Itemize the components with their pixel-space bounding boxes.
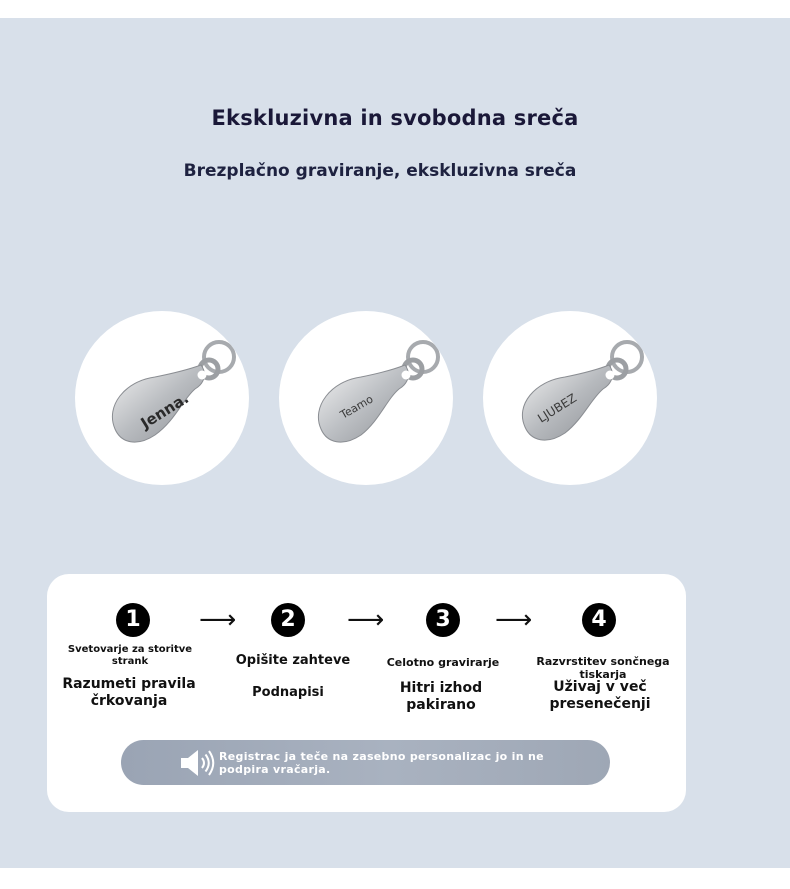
step-number-1: 1 bbox=[116, 603, 150, 637]
arrow-icon: ⟶ bbox=[495, 605, 533, 635]
page-subtitle: Brezplačno graviranje, ekskluzivna sreča bbox=[183, 161, 577, 181]
step-title-3: Hitri izhod pakirano bbox=[399, 680, 483, 713]
step-caption-2: Opišite zahteve bbox=[235, 653, 351, 668]
engraving-text: LJUBEZ bbox=[535, 390, 580, 426]
pendant-image-teamo bbox=[279, 311, 453, 485]
step-title-4: Uživaj v več presenečenji bbox=[549, 679, 651, 712]
pendant-image-jenna bbox=[75, 311, 249, 485]
speaker-icon bbox=[179, 747, 217, 779]
arrow-icon: ⟶ bbox=[199, 605, 237, 635]
page-title: Ekskluzivna in svobodna sreča bbox=[211, 106, 579, 130]
process-card bbox=[47, 574, 686, 812]
notice-text: Registrac ja teče na zasebno personalizac jo in ne podpira vračarja. bbox=[219, 750, 544, 776]
engraving-text: Jenna. bbox=[137, 389, 193, 433]
step-caption-3: Celotno gravirarje bbox=[386, 656, 500, 669]
arrow-icon: ⟶ bbox=[347, 605, 385, 635]
step-number-2: 2 bbox=[271, 603, 305, 637]
step-caption-1: Svetovarje za storitve strank bbox=[67, 644, 193, 667]
step-number-4: 4 bbox=[582, 603, 616, 637]
pendant-image-ljubez bbox=[483, 311, 657, 485]
notice-banner bbox=[121, 740, 610, 785]
step-number-3: 3 bbox=[426, 603, 460, 637]
step-title-2: Podnapisi bbox=[252, 685, 324, 700]
engraving-text: Teamo bbox=[338, 392, 376, 422]
background-panel bbox=[0, 18, 790, 868]
step-caption-4: Razvrstitev sončnega tiskarja bbox=[536, 655, 670, 681]
step-title-1: Razumeti pravila črkovanja bbox=[62, 676, 196, 709]
